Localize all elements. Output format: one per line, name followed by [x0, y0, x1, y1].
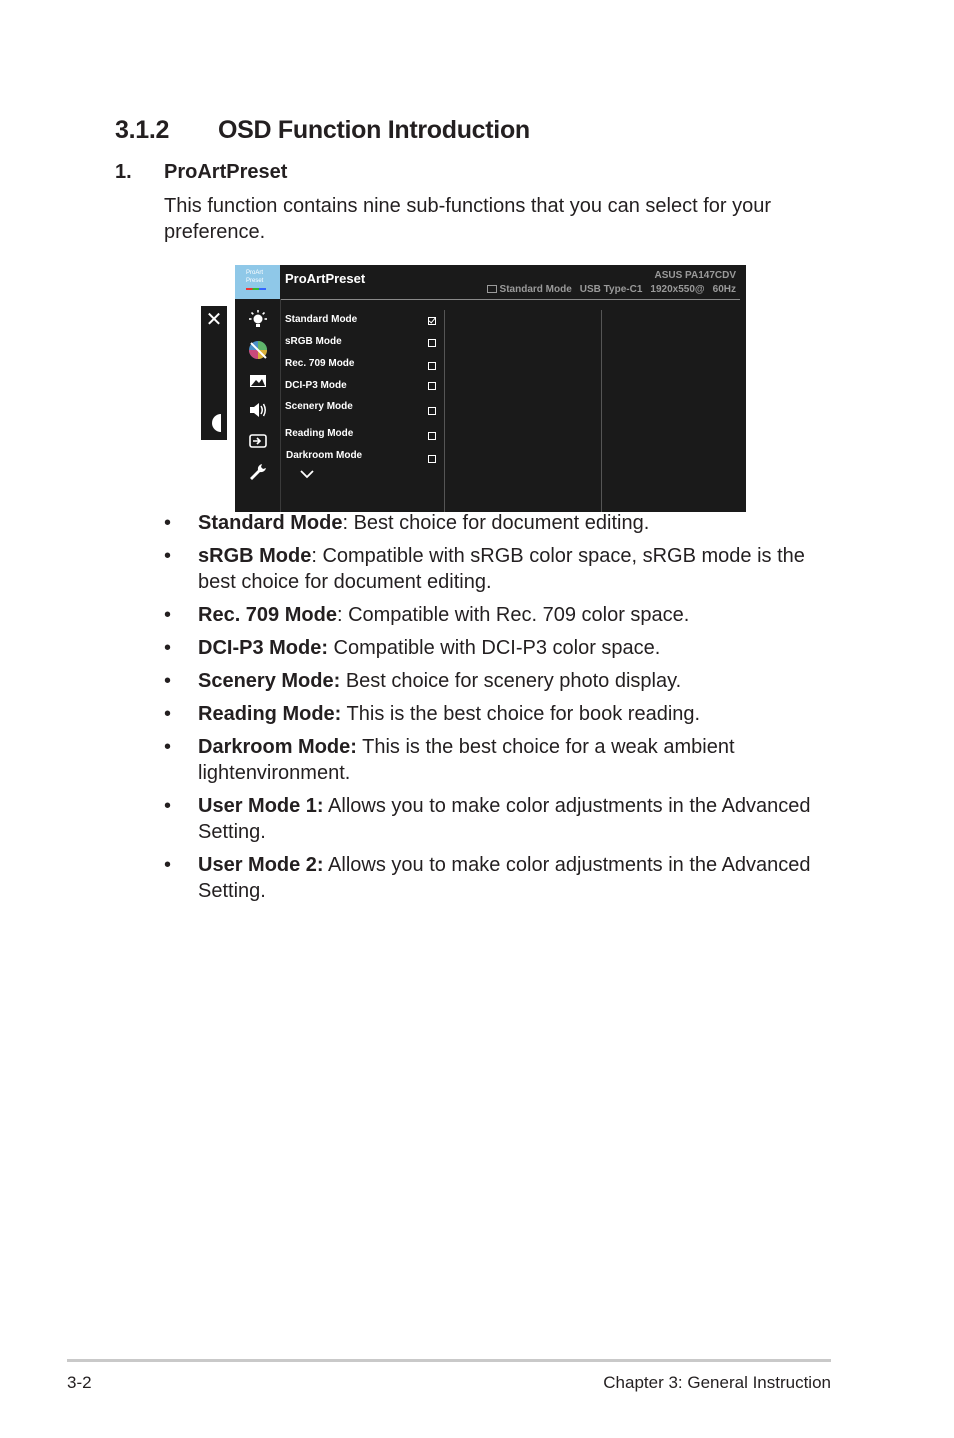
list-item-term: DCI-P3 Mode:	[198, 637, 328, 659]
bullet-symbol: •	[164, 545, 172, 567]
image-icon[interactable]	[247, 370, 269, 392]
input-icon[interactable]	[247, 430, 269, 452]
menu-item-rec709-mode[interactable]: Rec. 709 Mode	[285, 358, 355, 369]
list-item	[164, 635, 844, 661]
bullet-symbol: •	[164, 736, 172, 758]
monitor-icon	[487, 285, 497, 293]
model-name: ASUS PA147CDV	[654, 270, 736, 281]
menu-item-darkroom-mode[interactable]: Darkroom Mode	[286, 450, 363, 461]
proart-preset-logo	[235, 265, 280, 299]
section-number: 3.1.2	[115, 116, 170, 144]
bullet-symbol: •	[164, 637, 172, 659]
logo-color-stripes	[246, 288, 266, 290]
mode-description-list	[164, 510, 844, 904]
half-circle-icon	[207, 414, 221, 432]
list-item-text: : Compatible with Rec. 709 color space.	[336, 604, 690, 626]
bullet-symbol: •	[164, 795, 172, 817]
bullet-symbol: •	[164, 703, 172, 725]
list-item-text: : Compatible with sRGB color space, sRGB mode is the best choice for document editing.	[198, 545, 805, 593]
menu-item-dcip3-mode[interactable]: DCI-P3 Mode	[285, 380, 347, 391]
list-item-text: This is the best choice for a weak ambient lightenvironment.	[198, 736, 735, 784]
list-item-term: User Mode 2:	[198, 854, 324, 876]
osd-side-divider	[280, 299, 281, 512]
dcip3-mode-checkbox[interactable]	[428, 382, 436, 390]
close-icon[interactable]: ✕	[205, 309, 223, 331]
list-item-term: Standard Mode	[198, 512, 343, 534]
list-item	[164, 668, 844, 694]
list-item-text: Best choice for scenery photo display.	[340, 670, 682, 692]
intro-paragraph: This function contains nine sub-functions that you can select for your preference.	[164, 195, 772, 243]
osd-column-divider	[444, 310, 445, 512]
list-item-text: Compatible with DCI-P3 color space.	[328, 637, 661, 659]
status-refresh: 60Hz	[712, 284, 736, 295]
osd-exit-bar	[201, 306, 227, 440]
item-heading	[115, 161, 287, 184]
list-item-text: This is the best choice for book reading.	[341, 703, 701, 725]
osd-column-divider	[601, 310, 602, 512]
list-item	[164, 510, 844, 536]
osd-divider	[280, 299, 740, 300]
osd-title: ProArtPreset	[285, 271, 366, 286]
standard-mode-checkbox[interactable]	[428, 317, 436, 325]
list-item-text: Allows you to make color adjustments in the Advanced Setting.	[198, 795, 811, 843]
list-item-text: : Best choice for document editing.	[342, 512, 650, 534]
list-item-term: sRGB Mode	[198, 545, 312, 567]
page-number: 3-2	[67, 1373, 92, 1392]
chapter-title: Chapter 3: General Instruction	[603, 1373, 831, 1392]
section-title: OSD Function Introduction	[218, 116, 530, 144]
list-item-text: Allows you to make color adjustments in the Advanced Setting.	[198, 854, 811, 902]
bullet-symbol: •	[164, 854, 172, 876]
list-item-term: Scenery Mode:	[198, 670, 341, 692]
menu-item-standard-mode[interactable]: Standard Mode	[285, 314, 358, 325]
status-resolution: 1920x550@	[650, 284, 705, 295]
list-item-term: Rec. 709 Mode	[198, 604, 337, 626]
status-mode: Standard Mode	[499, 284, 572, 295]
section-heading	[115, 116, 530, 145]
list-item	[164, 602, 844, 628]
bullet-symbol: •	[164, 512, 172, 534]
menu-item-srgb-mode[interactable]: sRGB Mode	[285, 336, 342, 347]
list-item	[164, 543, 844, 595]
list-item-term: User Mode 1:	[198, 795, 324, 817]
reading-mode-checkbox[interactable]	[428, 432, 436, 440]
chevron-down-icon[interactable]	[299, 468, 315, 480]
darkroom-mode-checkbox[interactable]	[428, 455, 436, 463]
list-item	[164, 793, 844, 845]
footer-divider	[67, 1359, 831, 1362]
item-title: ProArtPreset	[164, 161, 288, 183]
bullet-symbol: •	[164, 670, 172, 692]
bullet-symbol: •	[164, 604, 172, 626]
menu-item-scenery-mode[interactable]: Scenery Mode	[285, 401, 353, 412]
rec709-mode-checkbox[interactable]	[428, 362, 436, 370]
logo-text-line1: ProArt	[246, 270, 264, 276]
osd-menu	[235, 265, 746, 512]
logo-text-line2: Preset	[246, 278, 264, 284]
list-item	[164, 701, 844, 727]
scenery-mode-checkbox[interactable]	[428, 407, 436, 415]
list-item-term: Reading Mode:	[198, 703, 342, 725]
list-item	[164, 852, 844, 904]
item-number: 1.	[115, 161, 132, 183]
list-item-term: Darkroom Mode:	[198, 736, 357, 758]
color-icon[interactable]	[247, 339, 269, 361]
brightness-icon[interactable]	[247, 309, 269, 331]
wrench-icon[interactable]	[247, 461, 269, 483]
sound-icon[interactable]	[247, 399, 269, 421]
srgb-mode-checkbox[interactable]	[428, 339, 436, 347]
menu-item-reading-mode[interactable]: Reading Mode	[285, 428, 354, 439]
status-line	[487, 284, 736, 295]
status-input: USB Type-C1	[579, 284, 643, 295]
list-item	[164, 734, 844, 786]
